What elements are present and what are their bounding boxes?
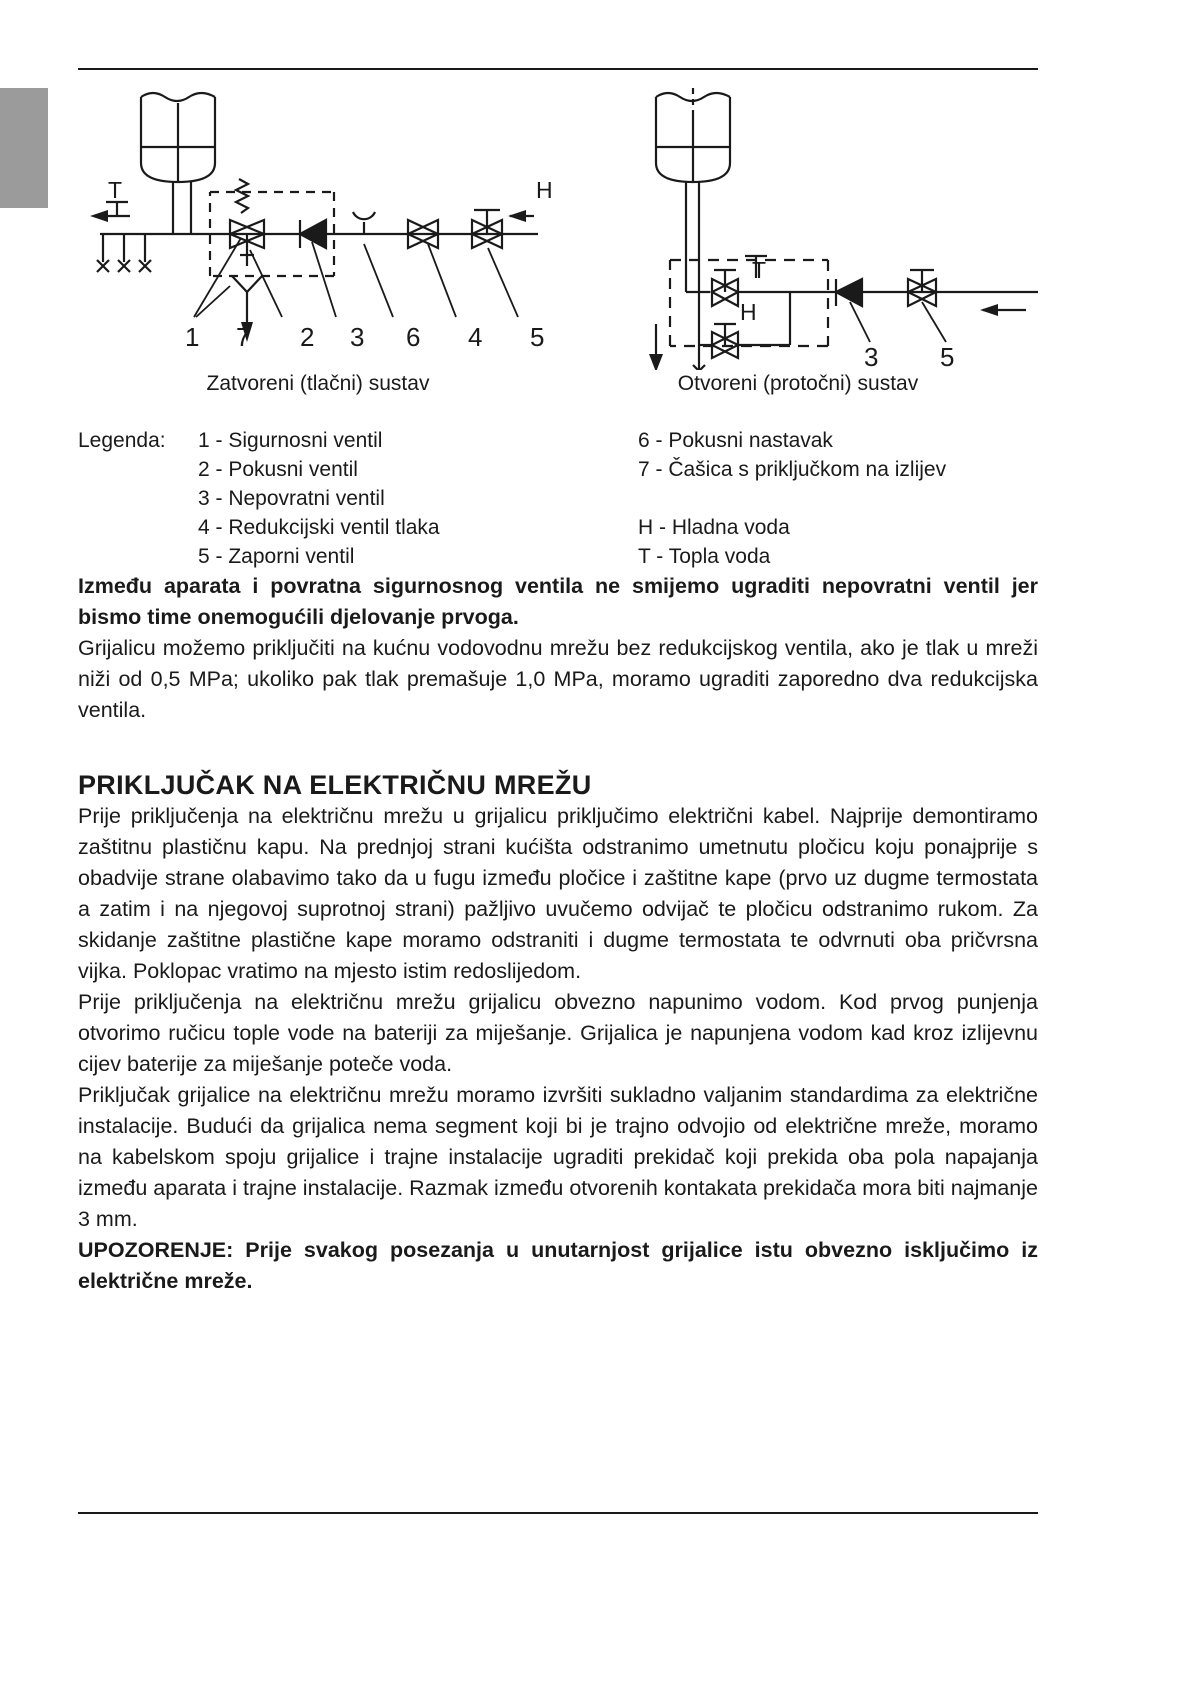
right-drain [649,324,705,370]
section-heading-electrical: PRIKLJUČAK NA ELEKTRIČNU MREŽU [78,770,592,800]
legend-item: 3 - Nepovratni ventil [198,487,385,510]
plumbing-diagrams [78,70,1038,370]
left-cold-inlet [508,210,534,222]
legend-item: 2 - Pokusni ventil [198,458,358,481]
page-edge-tab [0,88,48,208]
legend-item: 7 - Čašica s priključkom na izlijev [638,458,947,481]
pressure-note-paragraph: Grijalicu možemo priključiti na kućnu vodovodnu mrežu bez redukcijskog ventila, ako je tlak u mreži niži od 0,5 MPa; ukoliko pak tlak premašuje 1,0 MPa, moramo ugraditi zaporedno dva redukcijska ventila. [78,636,1038,722]
legend-item: 6 - Pokusni nastavak [638,429,833,452]
legend-item: 1 - Sigurnosni ventil [198,429,383,452]
legend [78,426,1038,571]
warning-nonreturn-valve: Između aparata i povratna sigurnosnog ventila ne smijemo ugraditi nepovratni ventil jer bismo time onemogućili djelovanje prvoga. [78,574,1038,629]
legend-item: 4 - Redukcijski ventil tlaka [198,516,440,539]
left-callout-2: 2 [300,322,315,352]
legend-item: H - Hladna voda [638,516,790,539]
left-callout-6: 6 [406,322,421,352]
electrical-paragraph-1: Prije priključenja na električnu mrežu u grijalicu priključimo električni kabel. Najprije demontiramo zaštitnu plastičnu kapu. Na prednjoj strani kućišta odstranimo umetnutu pločicu koju ponajprije s obadvije strane olabavimo tako da u fugu između pločice i zaštitne kape (prvo uz dugme termostata a zatim i na njegovoj suprotnoj strani) pažljivo uvučemo odvijač te pločicu odstranimo rukom. Za skidanje zaštitne plastične kape moramo odstraniti i dugme termostata te odvrnuti oba pričvrsna vijka. Poklopac vratimo na mjesto istim redoslijedom. [78,804,1038,983]
left-callout-4: 4 [468,322,483,352]
electrical-paragraph-3: Priključak grijalice na električnu mrežu moramo izvršiti sukladno valjanim standardima za električne instalacije. Budući da grijalica nema segment koji bi je trajno odvojio od električne mreže, moramo na kabelskom spoju grijalice i trajne instalacije ugraditi prekidač koji prekida oba pola napajanja između aparata i trajne instalacije. Razmak između otvorenih kontakata prekidača mora biti najmanje 3 mm. [78,1083,1038,1231]
left-callout-7: 7 [236,322,251,352]
right-system-caption: Otvoreni (protočni) sustav [677,372,919,395]
left-tank-icon [141,93,215,234]
right-shutoff-valve [908,270,936,306]
left-hot-label: T [108,177,123,203]
page-content [78,0,1038,1297]
legend-item: 5 - Zaporni ventil [198,545,355,568]
legend-column-left [198,426,638,571]
legend-spacer [638,484,1038,513]
right-callout-leaders [850,302,946,342]
electrical-paragraph-2: Prije priključenja na električnu mrežu grijalicu obvezno napunimo vodom. Kod prvog punjenja otvorimo ručicu tople vode na bateriji za miješanje. Grijalica je napunjena vodom kad kroz izlijevnu cijev baterije za miješanje poteče voda. [78,990,1038,1076]
system-captions [78,372,1038,396]
legend-item: T - Topla voda [638,545,771,568]
diagram-svg [78,70,1038,370]
left-callout-3: 3 [350,322,365,352]
left-callout-leaders [194,238,518,317]
legend-label: Legenda: [78,429,166,452]
left-callout-1: 1 [185,322,200,352]
left-hot-outlet [90,202,130,222]
left-cold-label: H [536,177,553,203]
left-callout-5: 5 [530,322,545,352]
left-shutoff-valve [472,210,502,248]
right-tank-icon [656,88,730,370]
right-check-valve [836,279,862,306]
right-cold-label: H [740,299,757,325]
legend-column-right [638,426,1038,571]
warning-power-disconnect: UPOZORENJE: Prije svakog posezanja u unutarnjost grijalice istu obvezno isključimo iz električne mreže. [78,1238,1038,1293]
left-tap-branches [97,234,151,272]
right-hot-label: T [752,257,767,283]
left-test-connector [353,212,375,234]
right-cold-inlet [980,304,1026,316]
right-callout-3: 3 [864,342,879,370]
bottom-divider [78,1512,1038,1514]
left-system-caption: Zatvoreni (tlačni) sustav [206,372,430,395]
right-callout-5: 5 [940,342,955,370]
